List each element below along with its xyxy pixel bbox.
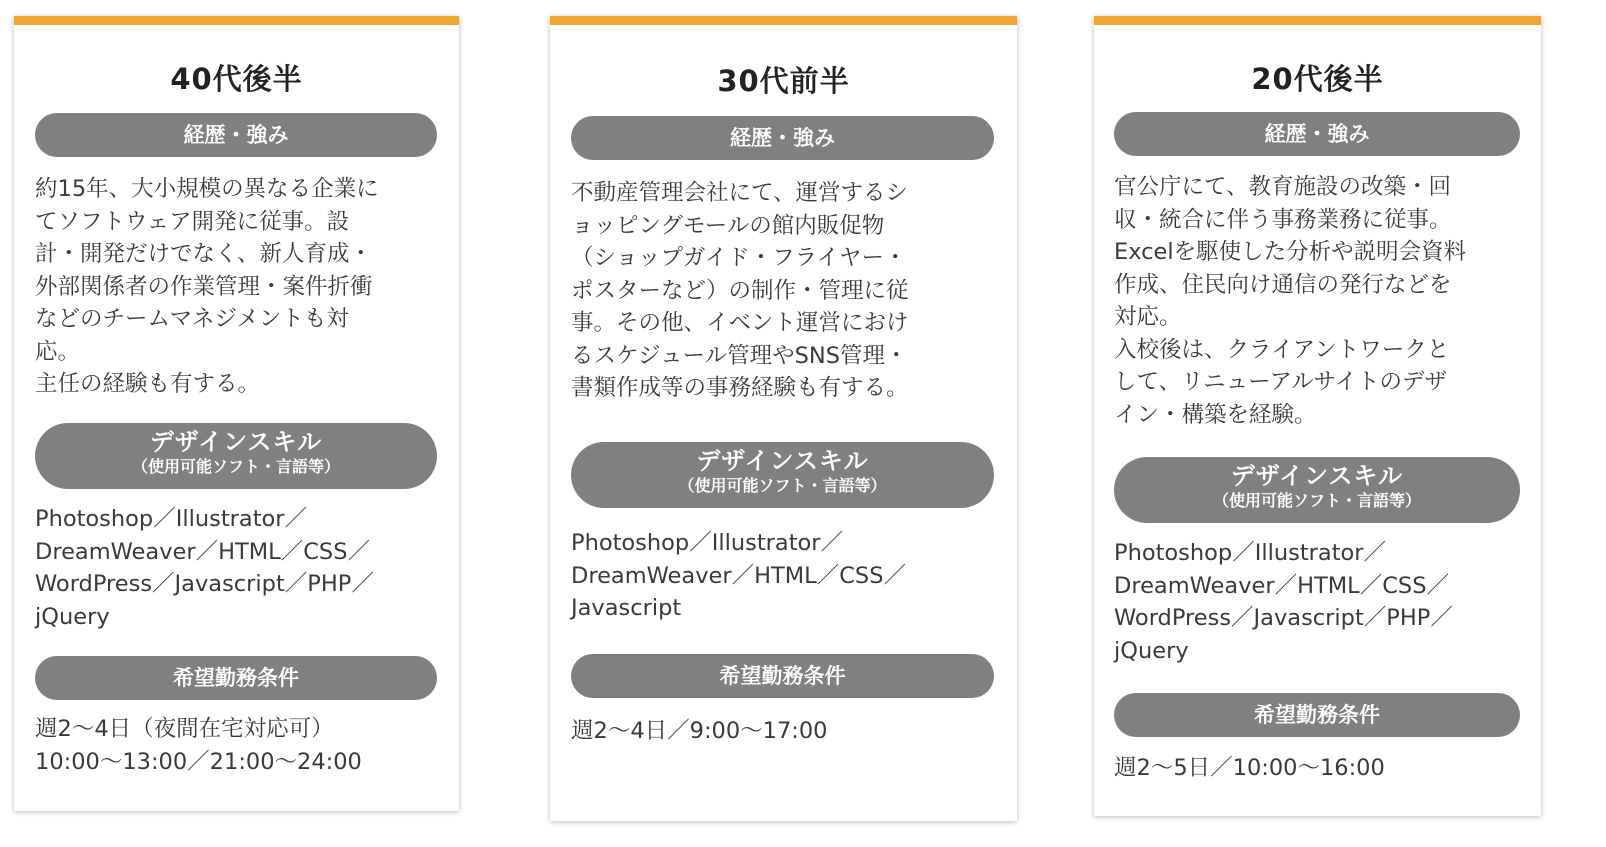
section-label-design-skills bbox=[571, 442, 994, 508]
section-label-design-skills bbox=[35, 423, 437, 489]
section-label-main: デザインスキル bbox=[149, 428, 323, 456]
design-skills-text: Photoshop／Illustrator／ DreamWeaver／HTML／CSS／ WordPress／Javascript／PHP／ jQuery bbox=[35, 506, 374, 630]
profile-card-40s-late bbox=[14, 16, 459, 811]
profile-card-20s-late bbox=[1094, 16, 1541, 816]
card-title: 40代後半 bbox=[170, 62, 303, 96]
card-title: 20代後半 bbox=[1251, 62, 1384, 96]
design-skills-text: Photoshop／Illustrator／ DreamWeaver／HTML／CSS／ Javascript bbox=[571, 530, 906, 621]
section-label-design-skills bbox=[1114, 457, 1520, 523]
section-label-main: デザインスキル bbox=[696, 447, 869, 475]
work-conditions-text: 週2〜4日／9:00〜17:00 bbox=[571, 718, 828, 744]
section-label-work-conditions: 希望勤務条件 bbox=[35, 656, 437, 700]
section-label-career: 経歴・強み bbox=[571, 116, 994, 160]
section-label-work-conditions: 希望勤務条件 bbox=[1114, 693, 1520, 737]
card-title: 30代前半 bbox=[717, 64, 850, 98]
section-label-work-conditions: 希望勤務条件 bbox=[571, 654, 994, 698]
career-text: 約15年、大小規模の異なる企業に てソフトウェア開発に従事。設 計・開発だけでなく、新人育成・ 外部関係者の作業管理・案件折衝 などのチームマネジメントも対 応。 主任の経験も有する。 bbox=[35, 176, 379, 397]
section-label-sub: （使用可能ソフト・言語等） bbox=[678, 476, 887, 495]
career-text: 不動産管理会社にて、運営するシ ョッピングモールの館内販促物 （ショップガイド・フライヤー・ ポスターなど）の制作・管理に従 事。その他、イベント運営におけ るスケジュール管理やSNS管理・ 書類作成等の事務経験も有する。 bbox=[571, 180, 909, 401]
design-skills-text: Photoshop／Illustrator／ DreamWeaver／HTML／CSS／ WordPress／Javascript／PHP／ jQuery bbox=[1114, 540, 1453, 664]
work-conditions-text: 週2〜4日（夜間在宅対応可） 10:00〜13:00／21:00〜24:00 bbox=[35, 716, 362, 775]
section-label-career: 経歴・強み bbox=[35, 113, 437, 157]
section-label-sub: （使用可能ソフト・言語等） bbox=[131, 457, 340, 476]
section-label-sub: （使用可能ソフト・言語等） bbox=[1212, 491, 1421, 510]
profile-card-30s-early bbox=[550, 16, 1017, 821]
work-conditions-text: 週2〜5日／10:00〜16:00 bbox=[1114, 755, 1385, 781]
section-label-main: デザインスキル bbox=[1230, 462, 1404, 490]
section-label-career: 経歴・強み bbox=[1114, 112, 1520, 156]
career-text: 官公庁にて、教育施設の改築・回 収・統合に伴う事務業務に従事。 Excelを駆使した分析や説明会資料 作成、住民向け通信の発行などを 対応。 入校後は、クライアントワークと して、リニューアルサイトのデザ イン・構築を経験。 bbox=[1114, 174, 1467, 428]
